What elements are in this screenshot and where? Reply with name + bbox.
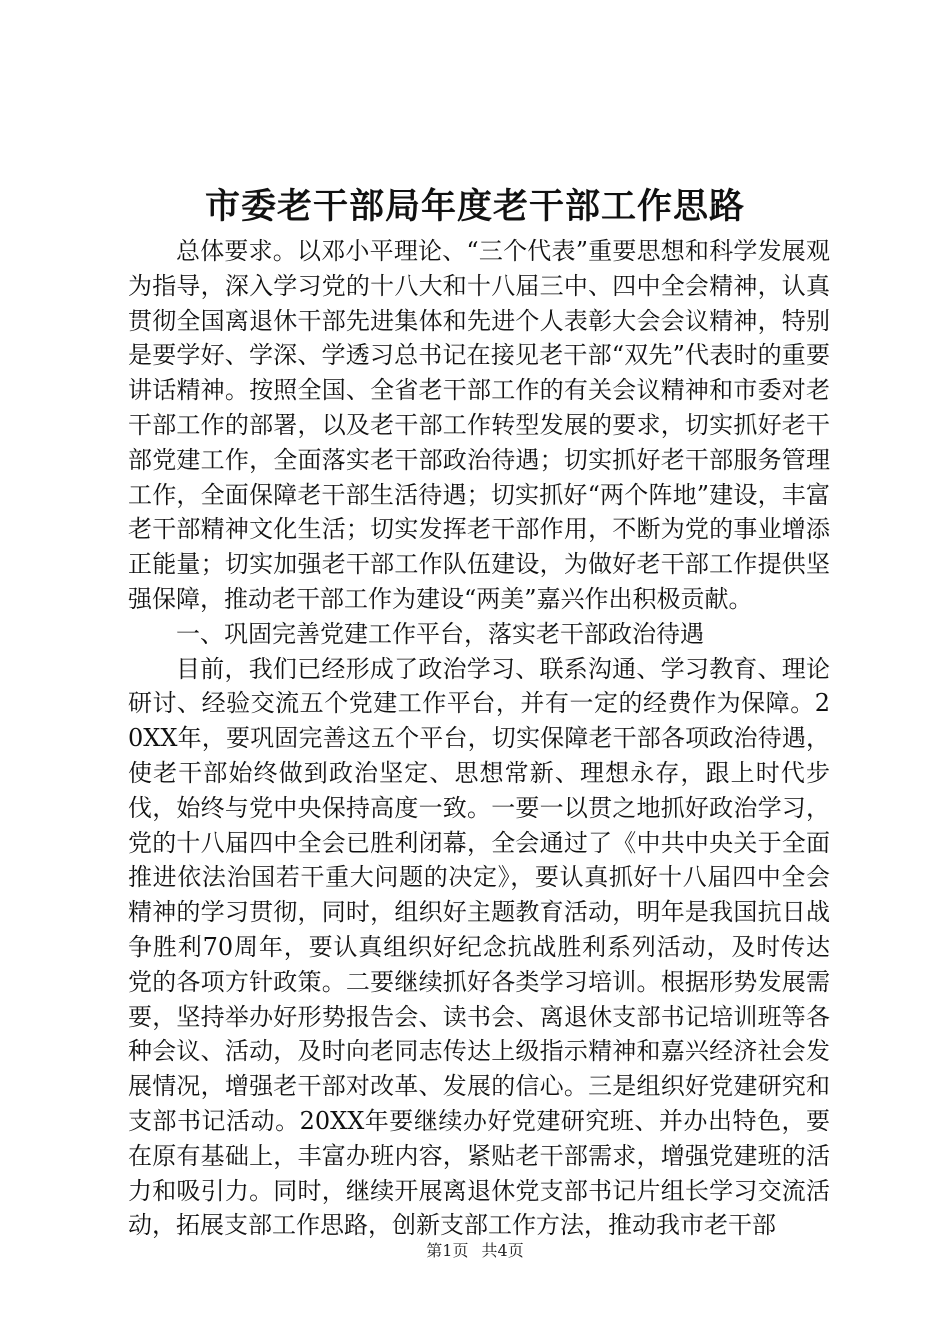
paragraph-general-requirements: 总体要求。以邓小平理论、“三个代表”重要思想和科学发展观为指导，深入学习党的十八大和十八届三中、四中全会精神，认真贯彻全国离退休干部先进集体和先进个人表彰大会会议精神，特别是要学好、学深、学透习总书记在接见老干部“双先”代表时的重要讲话精神。按照全国、全省老干部工作的有关会议精神和市委对老干部工作的部署，以及老干部工作转型发展的要求，切实抓好老干部党建工作，全面落实老干部政治待遇；切实抓好老干部服务管理工作，全面保障老干部生活待遇；切实抓好“两个阵地”建设，丰富老干部精神文化生活；切实发挥老干部作用，不断为党的事业增添正能量；切实加强老干部工作队伍建设，为做好老干部工作提供坚强保障，推动老干部工作为建设“两美”嘉兴作出积极贡献。 [128, 237, 830, 613]
document-body [128, 234, 830, 1243]
page-number: 第1页 [426, 1241, 469, 1260]
section-heading-1: 一、巩固完善党建工作平台，落实老干部政治待遇 [176, 619, 704, 648]
paragraph-party-building: 目前，我们已经形成了政治学习、联系沟通、学习教育、理论研讨、经验交流五个党建工作平台，并有一定的经费作为保障。20XX年，要巩固完善这五个平台，切实保障老干部各项政治待遇，使老干部始终做到政治坚定、思想常新、理想永存，跟上时代步伐，始终与党中央保持高度一致。一要一以贯之地抓好政治学习，党的十八届四中全会已胜利闭幕，全会通过了《中共中央关于全面推进依法治国若干重大问题的决定》，要认真抓好十八届四中全会精神的学习贯彻，同时，组织好主题教育活动，明年是我国抗日战争胜利70周年，要认真组织好纪念抗战胜利系列活动，及时传达党的各项方针政策。二要继续抓好各类学习培训。根据形势发展需要，坚持举办好形势报告会、读书会、离退休支部书记培训班等各种会议、活动，及时向老同志传达上级指示精神和嘉兴经济社会发展情况，增强老干部对改革、发展的信心。三是组织好党建研究和支部书记活动。20XX年要继续办好党建研究班、并办出特色，要在原有基础上，丰富办班内容，紧贴老干部需求，增强党建班的活力和吸引力。同时，继续开展离退休党支部书记片组长学习交流活动，拓展支部工作思路，创新支部工作方法，推动我市老干部 [128, 654, 830, 1240]
document-title: 市委老干部局年度老干部工作思路 [204, 186, 745, 227]
page-footer [0, 1240, 950, 1262]
page-total: 共4页 [481, 1241, 524, 1260]
